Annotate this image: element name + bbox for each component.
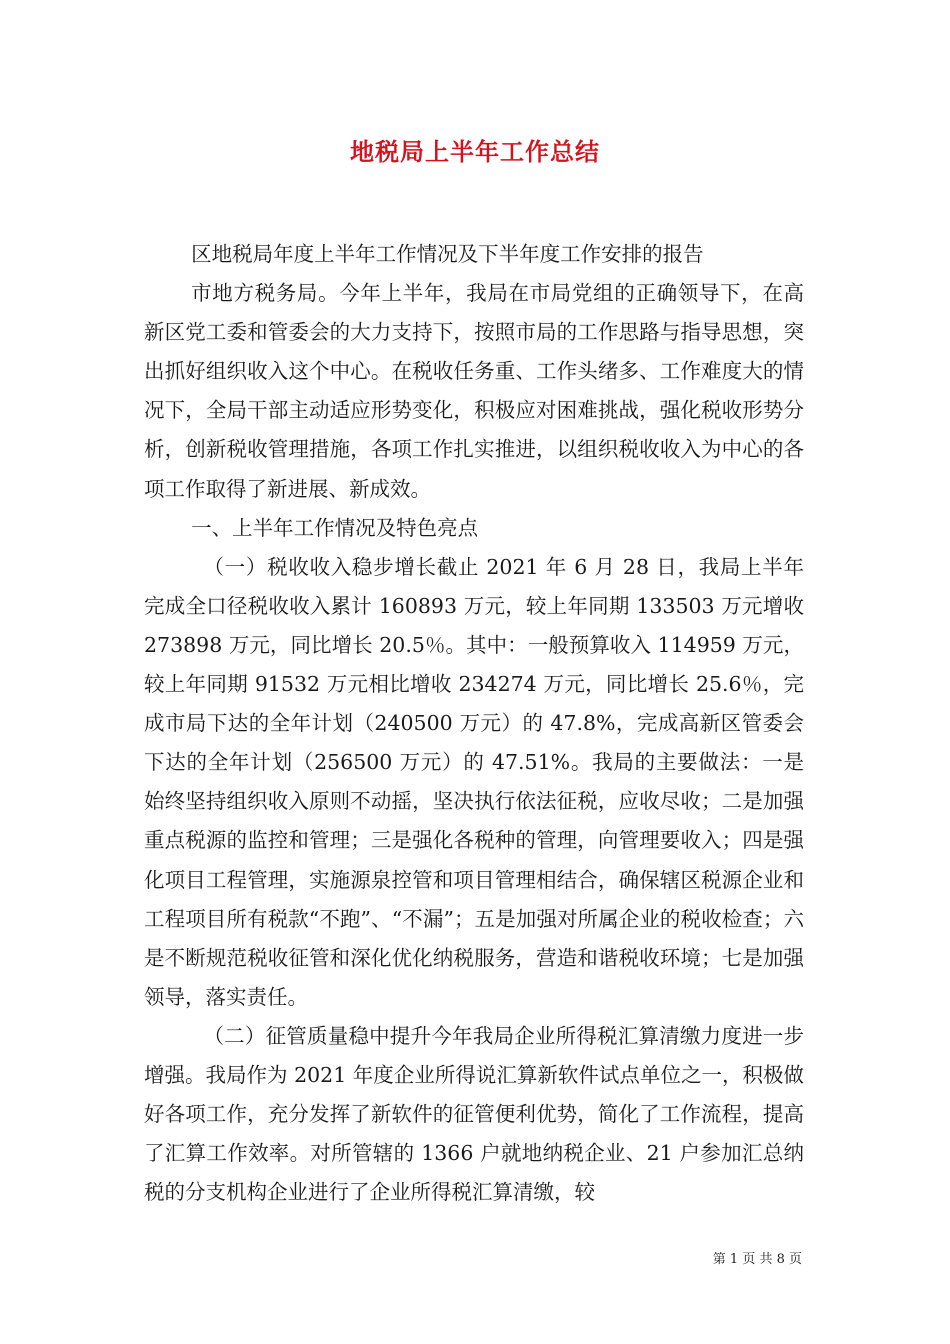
report-subtitle: 区地税局年度上半年工作情况及下半年度工作安排的报告: [191, 242, 704, 266]
tax-revenue-paragraph: （一）税收收入稳步增长截止 2021 年 6 月 28 日，我局上半年完成全口径税收收入累计 160893 万元，较上年同期 133503 万元增收 273898 万元，同比增长 20.5％。其中：一般预算收入 114959 万元，较上年同期 91532 万元相比增收 234274 万元，同比增长 25.6％，完成市局下达的全年计划（240500 万元）的 47.8%，完成高新区管委会下达的全年计划（256500 万元）的 47.51%。我局的主要做法：一是始终坚持组织收入原则不动摇，坚决执行依法征税，应收尽收；二是加强重点税源的监控和管理；三是强化各税种的管理，向管理要收入；四是强化项目工程管理，实施源泉控管和项目管理相结合，确保辖区税源企业和工程项目所有税款“不跑”、“不漏”；五是加强对所属企业的税收检查；六是不断规范税收征管和深化优化纳税服务，营造和谐税收环境；七是加强领导，落实责任。: [144, 554, 804, 1009]
section-heading: 一、上半年工作情况及特色亮点: [191, 515, 479, 540]
intro-paragraph: 市地方税务局。今年上半年，我局在市局党组的正确领导下，在高新区党工委和管委会的大力支持下，按照市局的工作思路与指导思想，突出抓好组织收入这个中心。在税收任务重、工作头绪多、工作难度大的情况下，全局干部主动适应形势变化，积极应对困难挑战，强化税收形势分析，创新税收管理措施，各项工作扎实推进，以组织税收收入为中心的各项工作取得了新进展、新成效。: [144, 281, 804, 501]
collection-quality-paragraph: （二）征管质量稳中提升今年我局企业所得税汇算清缴力度进一步增强。我局作为 2021 年度企业所得说汇算新软件试点单位之一，积极做好各项工作，充分发挥了新软件的征管便利优势，简化了工作流程，提高了汇算工作效率。对所管辖的 1366 户就地纳税企业、21 户参加汇总纳税的分支机构企业进行了企业所得税汇算清缴，较: [144, 1023, 804, 1205]
page-number: 第 1 页 共 8 页: [712, 1252, 802, 1267]
document-body: [144, 235, 804, 1212]
document-title: 地税局上半年工作总结: [350, 138, 600, 166]
